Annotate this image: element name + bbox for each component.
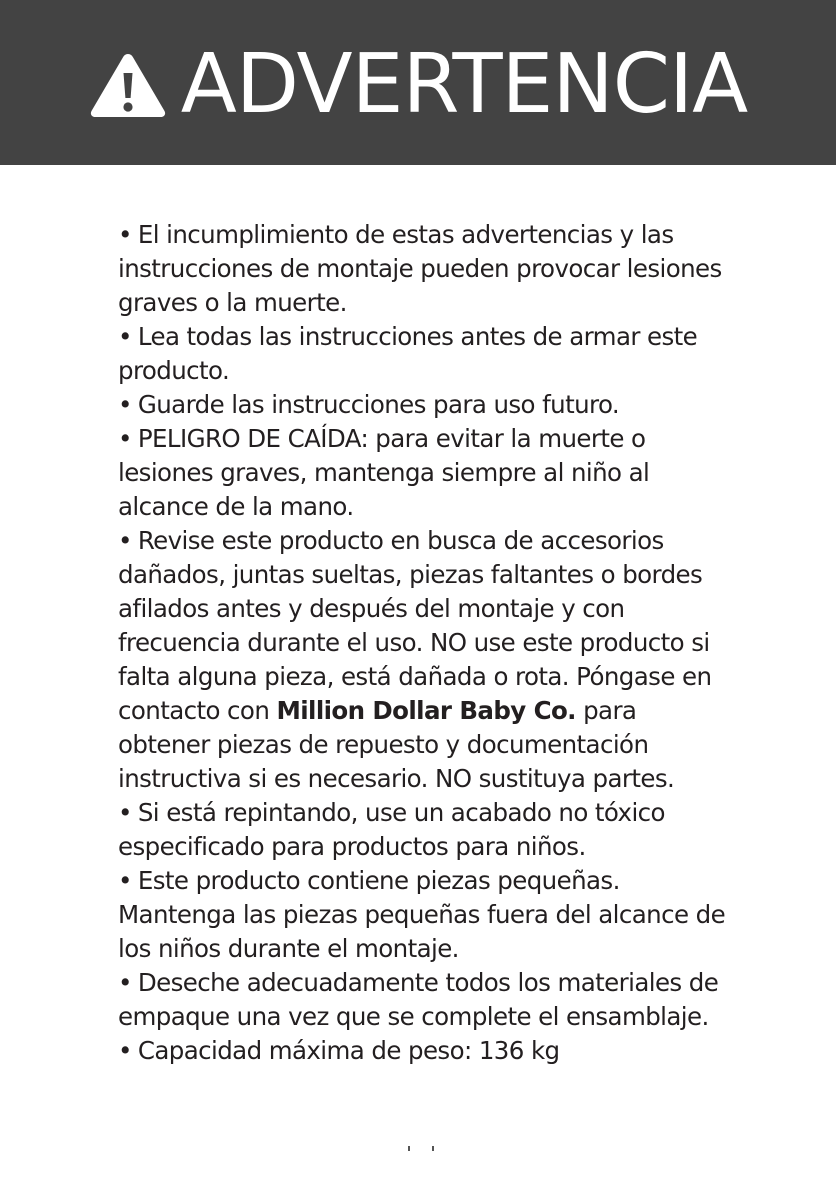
warning-text: Si está repintando, use un acabado no tóxico especificado para productos para niños. <box>118 798 665 861</box>
page-footer-marks <box>406 1146 436 1152</box>
warning-item <box>118 796 730 864</box>
warning-text: Capacidad máxima de peso: 136 kg <box>137 1036 560 1065</box>
bullet-icon: • <box>118 866 132 895</box>
warning-text: PELIGRO DE CAÍDA: para evitar la muerte o lesiones graves, mantenga siempre al niño al alcance de la mano. <box>118 424 650 521</box>
warning-text: Deseche adecuadamente todos los materiales de empaque una vez que se complete el ensamblaje. <box>118 968 719 1031</box>
footer-mark <box>432 1146 434 1151</box>
warning-item <box>118 218 730 320</box>
warning-text: para obtener piezas de repuesto y documentación instructiva si es necesario. NO sustituya partes. <box>118 696 675 793</box>
footer-mark <box>408 1146 410 1151</box>
brand-name: Million Dollar Baby Co. <box>276 696 576 725</box>
warning-item <box>118 864 730 966</box>
bullet-icon: • <box>118 424 132 453</box>
warning-item <box>118 422 730 524</box>
bullet-icon: • <box>118 526 132 555</box>
warning-triangle-icon <box>89 51 167 119</box>
warning-item <box>118 320 730 388</box>
bullet-icon: • <box>118 1036 132 1065</box>
warning-title: ADVERTENCIA <box>180 36 748 132</box>
warning-item <box>118 1034 730 1068</box>
bullet-icon: • <box>118 798 132 827</box>
bullet-icon: • <box>118 390 132 419</box>
warnings-content <box>118 218 730 1068</box>
warning-item <box>118 966 730 1034</box>
bullet-icon: • <box>118 322 132 351</box>
warning-text: Guarde las instrucciones para uso futuro. <box>137 390 620 419</box>
warning-text: Este producto contiene piezas pequeñas. Mantenga las piezas pequeñas fuera del alcance de los niños durante el montaje. <box>118 866 726 963</box>
bullet-icon: • <box>118 220 132 249</box>
warning-text: Lea todas las instrucciones antes de armar este producto. <box>118 322 698 385</box>
warning-text: Revise este producto en busca de accesorios dañados, juntas sueltas, piezas faltantes o bordes afilados antes y después del montaje y con frecuencia durante el uso. NO use este producto si falta alguna pieza, está dañada o rota. Póngase en contacto con <box>118 526 712 725</box>
warning-item <box>118 524 730 796</box>
warning-item <box>118 388 730 422</box>
bullet-icon: • <box>118 968 132 997</box>
warnings-list <box>118 218 730 1068</box>
warning-text: El incumplimiento de estas advertencias y las instrucciones de montaje pueden provocar lesiones graves o la muerte. <box>118 220 722 317</box>
warning-header <box>0 0 836 165</box>
